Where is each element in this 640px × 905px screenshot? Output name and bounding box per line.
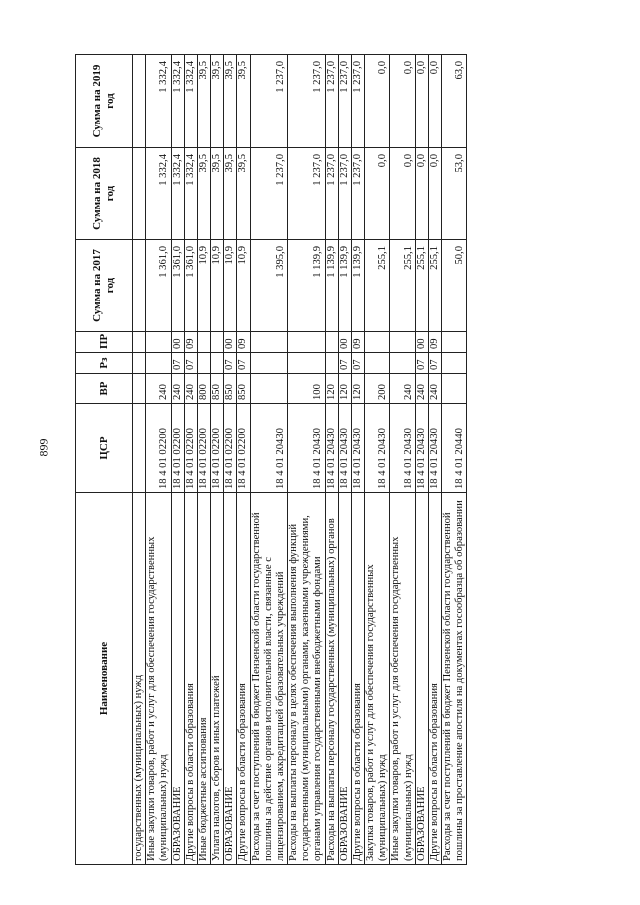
cell-rz: 07 bbox=[237, 353, 250, 374]
cell-sum-2018: 39,5 bbox=[197, 148, 210, 240]
cell-sum-2019: 0,0 bbox=[428, 55, 441, 148]
cell-csr: 18 4 01 20430 bbox=[428, 404, 441, 493]
cell-rz: 07 bbox=[224, 353, 237, 374]
cell-csr: 18 4 01 02200 bbox=[237, 404, 250, 493]
table-row bbox=[133, 55, 146, 865]
cell-sum-2019: 39,5 bbox=[237, 55, 250, 148]
cell-rz bbox=[133, 353, 146, 374]
cell-sum-2017 bbox=[133, 240, 146, 332]
cell-vr bbox=[442, 374, 467, 404]
cell-pr bbox=[211, 332, 224, 353]
cell-rz bbox=[146, 353, 171, 374]
cell-sum-2018: 1 237,0 bbox=[325, 148, 338, 240]
table-row bbox=[351, 55, 364, 865]
cell-csr: 18 4 01 20430 bbox=[250, 404, 288, 493]
cell-rz bbox=[325, 353, 338, 374]
cell-name: Иные закупки товаров, работ и услуг для обеспечения государственных (муниципальных) нужд bbox=[146, 493, 171, 865]
cell-sum-2018 bbox=[133, 148, 146, 240]
cell-rz bbox=[288, 353, 326, 374]
cell-sum-2019: 1 332,4 bbox=[146, 55, 171, 148]
cell-name: Иные закупки товаров, работ и услуг для обеспечения государственных (муниципальных) нужд bbox=[390, 493, 415, 865]
cell-csr: 18 4 01 20440 bbox=[442, 404, 467, 493]
cell-name: Расходы на выплаты персоналу государственных (муниципальных) органов bbox=[325, 493, 338, 865]
cell-name: государственных (муниципальных) нужд bbox=[133, 493, 146, 865]
cell-csr: 18 4 01 20430 bbox=[390, 404, 415, 493]
cell-sum-2018: 1 332,4 bbox=[171, 148, 184, 240]
cell-sum-2018: 39,5 bbox=[224, 148, 237, 240]
cell-name: ОБРАЗОВАНИЕ bbox=[171, 493, 184, 865]
cell-name: Уплата налогов, сборов и иных платежей bbox=[211, 493, 224, 865]
cell-pr: 09 bbox=[184, 332, 197, 353]
cell-sum-2019: 39,5 bbox=[224, 55, 237, 148]
cell-sum-2019: 39,5 bbox=[197, 55, 210, 148]
cell-sum-2018: 1 237,0 bbox=[250, 148, 288, 240]
cell-pr bbox=[133, 332, 146, 353]
cell-csr: 18 4 01 02200 bbox=[224, 404, 237, 493]
cell-vr: 120 bbox=[338, 374, 351, 404]
header-sum-2018: Сумма на 2018 год bbox=[76, 148, 133, 240]
cell-name: ОБРАЗОВАНИЕ bbox=[415, 493, 428, 865]
cell-sum-2019: 0,0 bbox=[365, 55, 390, 148]
cell-sum-2018: 1 237,0 bbox=[351, 148, 364, 240]
cell-sum-2017: 10,9 bbox=[211, 240, 224, 332]
header-pr: ПР bbox=[76, 332, 133, 353]
cell-vr: 850 bbox=[224, 374, 237, 404]
cell-csr: 18 4 01 20430 bbox=[415, 404, 428, 493]
cell-rz bbox=[442, 353, 467, 374]
cell-sum-2019 bbox=[133, 55, 146, 148]
cell-csr: 18 4 01 02200 bbox=[184, 404, 197, 493]
cell-rz: 07 bbox=[184, 353, 197, 374]
cell-name: Другие вопросы в области образования bbox=[351, 493, 364, 865]
cell-sum-2019: 1 237,0 bbox=[288, 55, 326, 148]
cell-vr: 240 bbox=[428, 374, 441, 404]
header-name: Наименование bbox=[76, 493, 133, 865]
cell-sum-2017: 10,9 bbox=[224, 240, 237, 332]
cell-csr: 18 4 01 02200 bbox=[197, 404, 210, 493]
cell-name: Расходы за счет поступлений в бюджет Пензенской области государственной пошлины за действие органов исполнительной власти, связанные с лицензированием, аккредитацией образовательных учреждений bbox=[250, 493, 288, 865]
cell-vr: 240 bbox=[184, 374, 197, 404]
cell-name: Расходы на выплаты персоналу в целях обеспечения выполнения функций государственными (муниципальными) органами, казенными учреждениями, органами управления государственными внебюджетными фондами bbox=[288, 493, 326, 865]
cell-sum-2019: 1 237,0 bbox=[325, 55, 338, 148]
cell-vr: 240 bbox=[390, 374, 415, 404]
cell-sum-2017: 10,9 bbox=[237, 240, 250, 332]
cell-sum-2018: 0,0 bbox=[390, 148, 415, 240]
cell-name: Расходы за счет поступлений в бюджет Пензенской области государственной пошлины за проставление апостиля на документах госообразца об образовании bbox=[442, 493, 467, 865]
cell-sum-2017: 255,1 bbox=[415, 240, 428, 332]
cell-sum-2017: 255,1 bbox=[365, 240, 390, 332]
table-row bbox=[288, 55, 326, 865]
cell-csr: 18 4 01 02200 bbox=[211, 404, 224, 493]
cell-vr: 240 bbox=[171, 374, 184, 404]
cell-sum-2018: 0,0 bbox=[428, 148, 441, 240]
cell-vr: 200 bbox=[365, 374, 390, 404]
cell-sum-2018: 39,5 bbox=[211, 148, 224, 240]
page-number: 899 bbox=[36, 438, 51, 457]
cell-sum-2017: 1 395,0 bbox=[250, 240, 288, 332]
cell-name: Другие вопросы в области образования bbox=[184, 493, 197, 865]
cell-pr: 09 bbox=[237, 332, 250, 353]
cell-sum-2017: 1 361,0 bbox=[146, 240, 171, 332]
cell-vr bbox=[133, 374, 146, 404]
cell-sum-2019: 1 332,4 bbox=[184, 55, 197, 148]
cell-rz bbox=[390, 353, 415, 374]
cell-sum-2017: 1 139,9 bbox=[288, 240, 326, 332]
cell-sum-2019: 0,0 bbox=[390, 55, 415, 148]
cell-name: ОБРАЗОВАНИЕ bbox=[338, 493, 351, 865]
cell-csr: 18 4 01 20430 bbox=[365, 404, 390, 493]
cell-pr: 00 bbox=[338, 332, 351, 353]
rotated-table-container bbox=[75, 55, 565, 865]
cell-csr: 18 4 01 20430 bbox=[338, 404, 351, 493]
cell-pr: 00 bbox=[224, 332, 237, 353]
cell-rz: 07 bbox=[415, 353, 428, 374]
header-csr: ЦСР bbox=[76, 404, 133, 493]
cell-pr: 09 bbox=[428, 332, 441, 353]
budget-table bbox=[75, 54, 467, 865]
cell-pr bbox=[288, 332, 326, 353]
cell-sum-2018: 53,0 bbox=[442, 148, 467, 240]
header-sum-2019: Сумма на 2019 год bbox=[76, 55, 133, 148]
header-sum-2017: Сумма на 2017 год bbox=[76, 240, 133, 332]
table-row bbox=[338, 55, 351, 865]
cell-sum-2019: 0,0 bbox=[415, 55, 428, 148]
table-row bbox=[197, 55, 210, 865]
cell-sum-2018: 0,0 bbox=[415, 148, 428, 240]
cell-sum-2018: 1 332,4 bbox=[184, 148, 197, 240]
cell-rz bbox=[211, 353, 224, 374]
table-row bbox=[224, 55, 237, 865]
cell-sum-2019: 1 237,0 bbox=[250, 55, 288, 148]
header-rz: Рз bbox=[76, 353, 133, 374]
cell-sum-2019: 1 237,0 bbox=[351, 55, 364, 148]
cell-name: Другие вопросы в области образования bbox=[428, 493, 441, 865]
cell-pr bbox=[250, 332, 288, 353]
cell-name: Другие вопросы в области образования bbox=[237, 493, 250, 865]
cell-csr: 18 4 01 20430 bbox=[325, 404, 338, 493]
cell-sum-2018: 1 237,0 bbox=[288, 148, 326, 240]
cell-csr: 18 4 01 20430 bbox=[351, 404, 364, 493]
cell-rz bbox=[197, 353, 210, 374]
cell-sum-2017: 50,0 bbox=[442, 240, 467, 332]
cell-sum-2017: 1 361,0 bbox=[171, 240, 184, 332]
cell-pr bbox=[197, 332, 210, 353]
cell-name: Иные бюджетные ассигнования bbox=[197, 493, 210, 865]
table-row bbox=[237, 55, 250, 865]
cell-sum-2019: 1 237,0 bbox=[338, 55, 351, 148]
cell-rz: 07 bbox=[351, 353, 364, 374]
cell-sum-2018: 1 332,4 bbox=[146, 148, 171, 240]
cell-sum-2018: 0,0 bbox=[365, 148, 390, 240]
cell-csr: 18 4 01 02200 bbox=[146, 404, 171, 493]
cell-csr bbox=[133, 404, 146, 493]
cell-vr: 240 bbox=[146, 374, 171, 404]
cell-vr: 120 bbox=[351, 374, 364, 404]
cell-pr: 00 bbox=[415, 332, 428, 353]
cell-sum-2019: 1 332,4 bbox=[171, 55, 184, 148]
cell-vr: 850 bbox=[211, 374, 224, 404]
cell-sum-2019: 39,5 bbox=[211, 55, 224, 148]
cell-vr: 800 bbox=[197, 374, 210, 404]
table-row bbox=[211, 55, 224, 865]
cell-pr: 00 bbox=[171, 332, 184, 353]
cell-rz: 07 bbox=[338, 353, 351, 374]
cell-vr: 240 bbox=[415, 374, 428, 404]
cell-vr: 850 bbox=[237, 374, 250, 404]
cell-sum-2017: 10,9 bbox=[197, 240, 210, 332]
table-body bbox=[133, 55, 467, 865]
cell-pr: 09 bbox=[351, 332, 364, 353]
table-row bbox=[428, 55, 441, 865]
table-row bbox=[415, 55, 428, 865]
table-row bbox=[442, 55, 467, 865]
cell-sum-2017: 1 139,9 bbox=[351, 240, 364, 332]
table-row bbox=[390, 55, 415, 865]
cell-csr: 18 4 01 20430 bbox=[288, 404, 326, 493]
cell-sum-2017: 1 361,0 bbox=[184, 240, 197, 332]
cell-pr bbox=[390, 332, 415, 353]
cell-sum-2019: 63,0 bbox=[442, 55, 467, 148]
cell-sum-2017: 1 139,9 bbox=[338, 240, 351, 332]
cell-rz: 07 bbox=[428, 353, 441, 374]
cell-rz bbox=[250, 353, 288, 374]
header-vr: ВР bbox=[76, 374, 133, 404]
table-header-row bbox=[76, 55, 133, 865]
cell-name: Закупка товаров, работ и услуг для обеспечения государственных (муниципальных) нужд bbox=[365, 493, 390, 865]
cell-sum-2018: 39,5 bbox=[237, 148, 250, 240]
cell-pr bbox=[146, 332, 171, 353]
cell-vr bbox=[250, 374, 288, 404]
cell-pr bbox=[365, 332, 390, 353]
rotated-page bbox=[75, 55, 565, 865]
cell-sum-2018: 1 237,0 bbox=[338, 148, 351, 240]
table-row bbox=[325, 55, 338, 865]
cell-vr: 120 bbox=[325, 374, 338, 404]
cell-sum-2017: 1 139,9 bbox=[325, 240, 338, 332]
cell-pr bbox=[442, 332, 467, 353]
cell-name: ОБРАЗОВАНИЕ bbox=[224, 493, 237, 865]
table-row bbox=[184, 55, 197, 865]
cell-sum-2017: 255,1 bbox=[428, 240, 441, 332]
cell-vr: 100 bbox=[288, 374, 326, 404]
cell-rz bbox=[365, 353, 390, 374]
cell-csr: 18 4 01 02200 bbox=[171, 404, 184, 493]
table-row bbox=[365, 55, 390, 865]
cell-sum-2017: 255,1 bbox=[390, 240, 415, 332]
table-row bbox=[146, 55, 171, 865]
table-row bbox=[171, 55, 184, 865]
table-row bbox=[250, 55, 288, 865]
cell-pr bbox=[325, 332, 338, 353]
cell-rz: 07 bbox=[171, 353, 184, 374]
